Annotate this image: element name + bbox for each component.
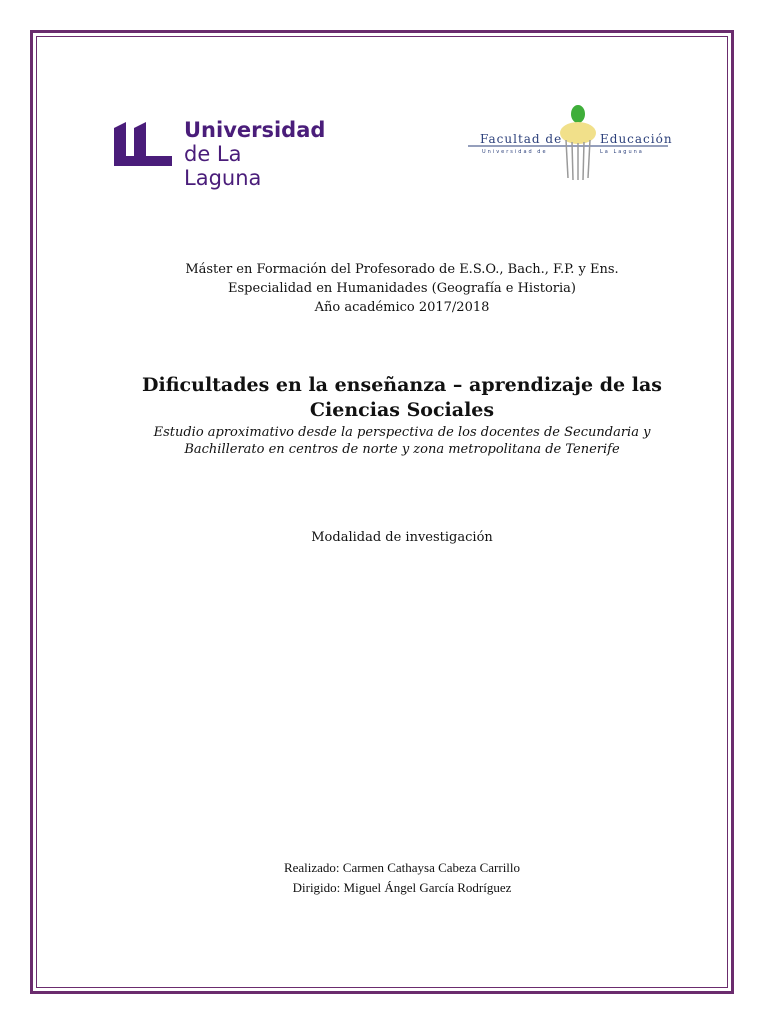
master-program-line: Máster en Formación del Profesorado de E.S.O., Bach., F.P. y Ens. bbox=[185, 262, 619, 277]
modalidad-text: Modalidad de investigación bbox=[311, 530, 493, 545]
ull-logo-mark-icon bbox=[114, 122, 176, 170]
academic-year-line: Año académico 2017/2018 bbox=[314, 300, 490, 315]
ull-logo-line2: de La Laguna bbox=[184, 142, 262, 190]
title-line1: Dificultades en la enseñanza – aprendizaje de las bbox=[142, 374, 662, 396]
facultad-logo-left-word: Facultad de bbox=[480, 132, 563, 146]
master-specialty-line: Especialidad en Humanidades (Geografía e Historia) bbox=[228, 281, 576, 296]
facultad-educacion-logo bbox=[468, 100, 678, 182]
facultad-logo-left-sub: Universidad de bbox=[482, 149, 548, 155]
facultad-logo-right-sub: La Laguna bbox=[600, 149, 644, 155]
document-subtitle bbox=[100, 424, 704, 458]
facultad-logo-right-word: Educación bbox=[600, 132, 673, 146]
credits bbox=[100, 858, 704, 898]
subtitle-line1: Estudio aproximativo desde la perspectiva de los docentes de Secundaria y bbox=[153, 425, 651, 440]
subtitle-line2: Bachillerato en centros de norte y zona metropolitana de Tenerife bbox=[184, 442, 620, 457]
ull-logo bbox=[114, 100, 324, 190]
master-header bbox=[100, 260, 704, 317]
director-line: Dirigido: Miguel Ángel García Rodríguez bbox=[292, 880, 512, 895]
author-line: Realizado: Carmen Cathaysa Cabeza Carrillo bbox=[283, 860, 521, 875]
ull-logo-line1: Universidad bbox=[184, 118, 326, 142]
title-line2: Ciencias Sociales bbox=[309, 399, 495, 421]
document-title bbox=[100, 373, 704, 423]
ull-logo-text bbox=[184, 118, 325, 190]
